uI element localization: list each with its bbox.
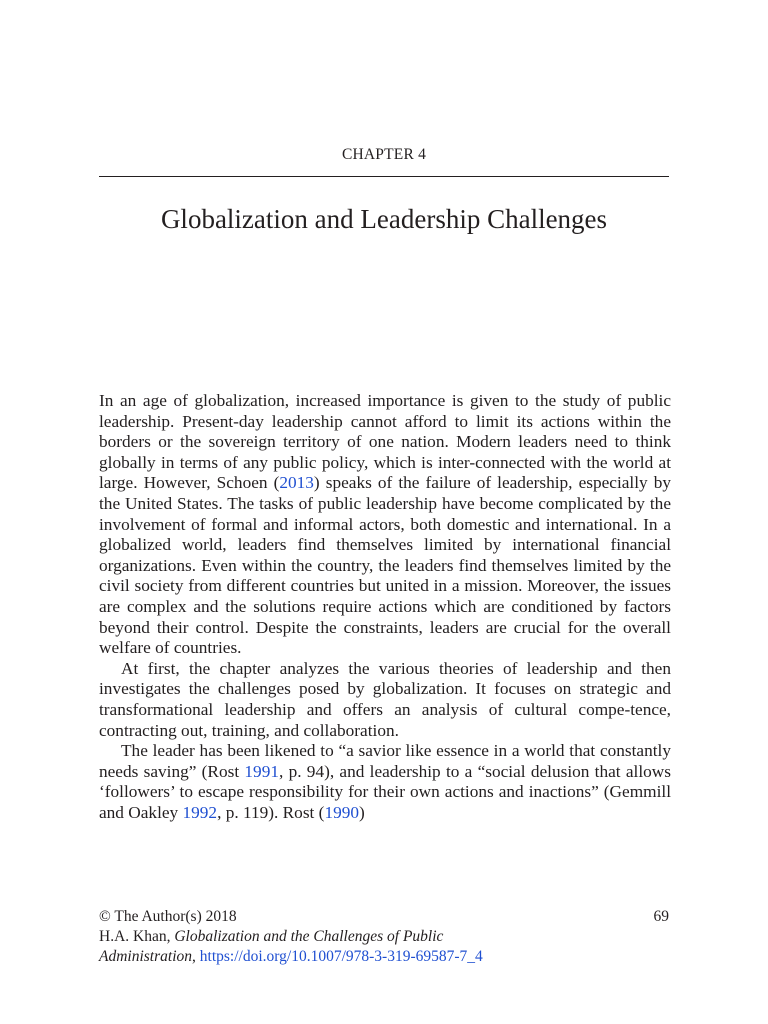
header-rule <box>99 176 669 177</box>
paragraph-1 <box>99 391 671 659</box>
citation-link-gemmill-1992[interactable]: 1992 <box>182 802 218 822</box>
paragraph-2: At first, the chapter analyzes the various theories of leadership and then investigates the challenges posed by globalization. It focuses on strategic and transformational leadership and offers an analysis of cultural compe-tence, contracting out, training, and collaboration. <box>99 658 671 740</box>
body-text <box>99 391 671 823</box>
citation-link-rost-1990[interactable]: 1990 <box>324 802 359 822</box>
citation-link-schoen-2013[interactable]: 2013 <box>279 473 314 493</box>
book-citation-line-2 <box>99 947 669 967</box>
citation-comma: , <box>192 948 200 965</box>
chapter-label: CHAPTER 4 <box>341 146 427 163</box>
paragraph-3-text-c: , p. 119). Rost ( <box>217 802 325 822</box>
citation-link-rost-1991[interactable]: 1991 <box>244 761 279 781</box>
page-number: 69 <box>653 908 669 925</box>
doi-link[interactable]: https://doi.org/10.1007/978-3-319-69587-7_4 <box>199 948 483 965</box>
paragraph-3-text-b: , p. 94), and leadership to a “social delusion that allows ‘followers’ to escape responsibility for their own actions and inactions” (Gemmill and Oakley <box>99 761 671 822</box>
page-footer <box>99 907 669 967</box>
paragraph-3-text-a: The leader has been likened to “a savior like essence in a world that constantly needs saving” (Rost <box>99 741 671 781</box>
paragraph-1-text-a: In an age of globalization, increased importance is given to the study of public leadership. Present-day leadership cannot afford to limit its actions within the borders or the sovereign territory of one nation. Modern leaders need to think globally in terms of any public policy, which is inter-connected with the world at large. However, Schoen ( <box>99 391 671 493</box>
chapter-title: Globalization and Leadership Challenges <box>160 204 608 234</box>
book-citation-line-1 <box>99 927 669 947</box>
paragraph-3-text-d: ) <box>359 802 365 822</box>
copyright-line: © The Author(s) 2018 <box>99 908 237 925</box>
paragraph-3 <box>99 741 671 823</box>
author-name: H.A. Khan, <box>99 928 175 945</box>
book-title-part-2: Administration <box>99 948 193 965</box>
book-title-part-1: Globalization and the Challenges of Public <box>174 928 444 945</box>
paragraph-1-text-b: ) speaks of the failure of leadership, especially by the United States. The tasks of public leadership have become complicated by the involvement of formal and informal actors, both domestic and international. In a globalized world, leaders find themselves limited by international financial organizations. Even within the country, the leaders find themselves limited by the civil society from different countries but united in a mission. Moreover, the issues are complex and the solutions require actions which are conditioned by factors beyond their control. Despite the constraints, leaders are crucial for the overall welfare of countries. <box>99 473 672 658</box>
